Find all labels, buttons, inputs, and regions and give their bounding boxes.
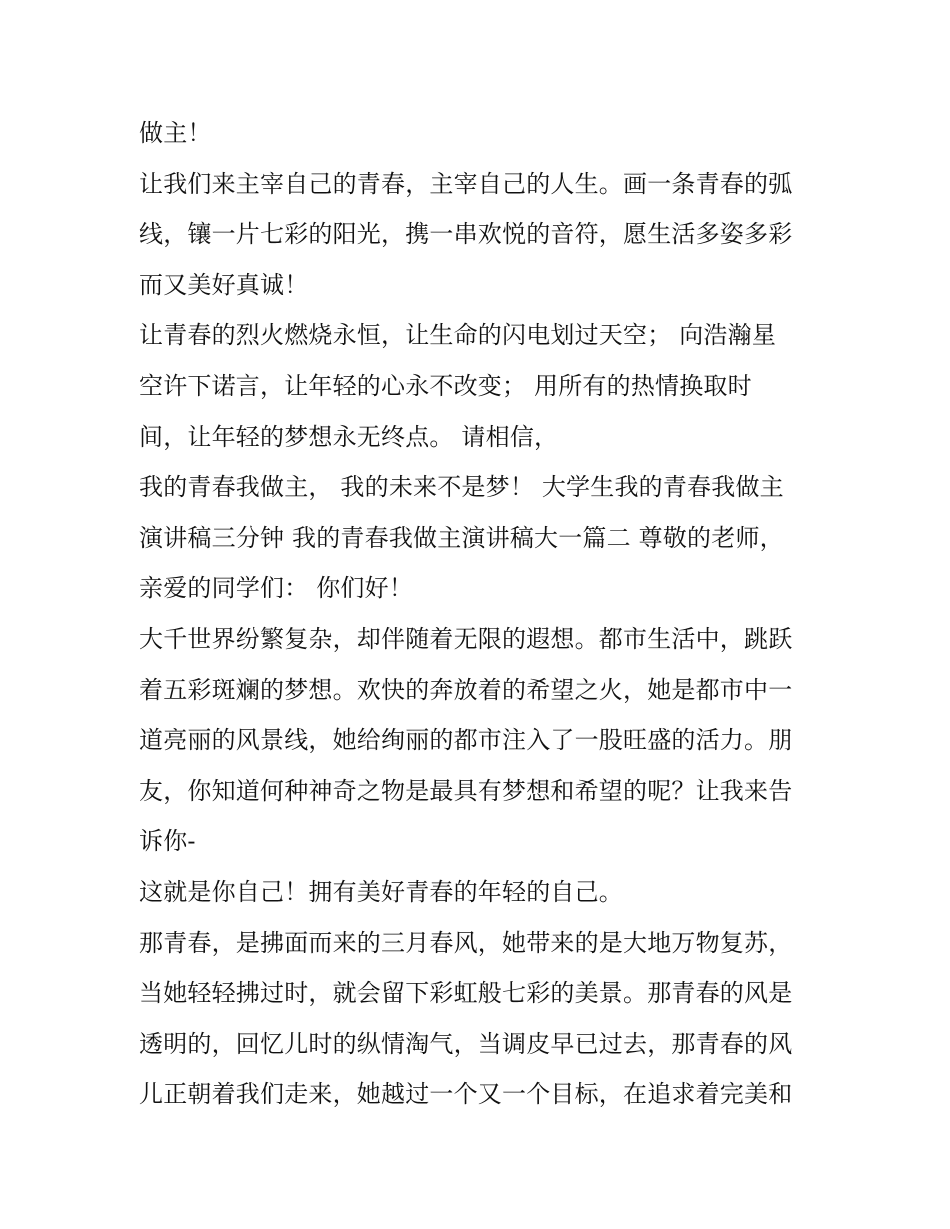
text-line: 着五彩斑斓的梦想。欢快的奔放着的希望之火，她是都市中一	[139, 675, 793, 704]
text-line: 做主！	[139, 119, 212, 147]
text-line: 线，镶一片七彩的阳光，携一串欢悦的音符，愿生活多姿多彩	[139, 220, 793, 249]
text-line: 道亮丽的风景线，她给绚丽的都市注入了一股旺盛的活力。朋	[139, 726, 793, 755]
text-line: 透明的，回忆儿时的纵情淘气，当调皮早已过去，那青春的风	[139, 1029, 793, 1058]
text-line: 当她轻轻拂过时，就会留下彩虹般七彩的美景。那青春的风是	[139, 979, 793, 1008]
text-line: 空许下诺言，让年轻的心永不改变； 用所有的热情换取时	[139, 371, 752, 400]
text-line: 友，你知道何种神奇之物是最具有梦想和希望的呢？让我来告	[139, 776, 793, 805]
text-line: 大千世界纷繁复杂，却伴随着无限的遐想。都市生活中，跳跃	[139, 624, 793, 653]
text-line: 间，让年轻的梦想永无终点。 请相信，	[139, 422, 559, 451]
document-body	[139, 108, 819, 1120]
text-line: 让我们来主宰自己的青春，主宰自己的人生。画一条青春的弧	[139, 169, 793, 198]
text-line: 儿正朝着我们走来，她越过一个又一个目标，在追求着完美和	[139, 1080, 793, 1109]
text-line: 让青春的烈火燃烧永恒，让生命的闪电划过天空； 向浩瀚星	[139, 321, 777, 350]
text-line: 我的青春我做主， 我的未来不是梦！ 大学生我的青春我做主	[139, 473, 784, 502]
text-line: 那青春，是拂面而来的三月春风，她带来的是大地万物复苏，	[139, 928, 793, 957]
text-line: 亲爱的同学们： 你们好！	[139, 574, 414, 603]
text-line: 这就是你自己！拥有美好青春的年轻的自己。	[139, 877, 623, 906]
text-line: 演讲稿三分钟 我的青春我做主演讲稿大一篇二 尊敬的老师，	[139, 523, 784, 552]
text-line: 而又美好真诚！	[139, 270, 309, 299]
text-line: 诉你-	[139, 827, 196, 856]
